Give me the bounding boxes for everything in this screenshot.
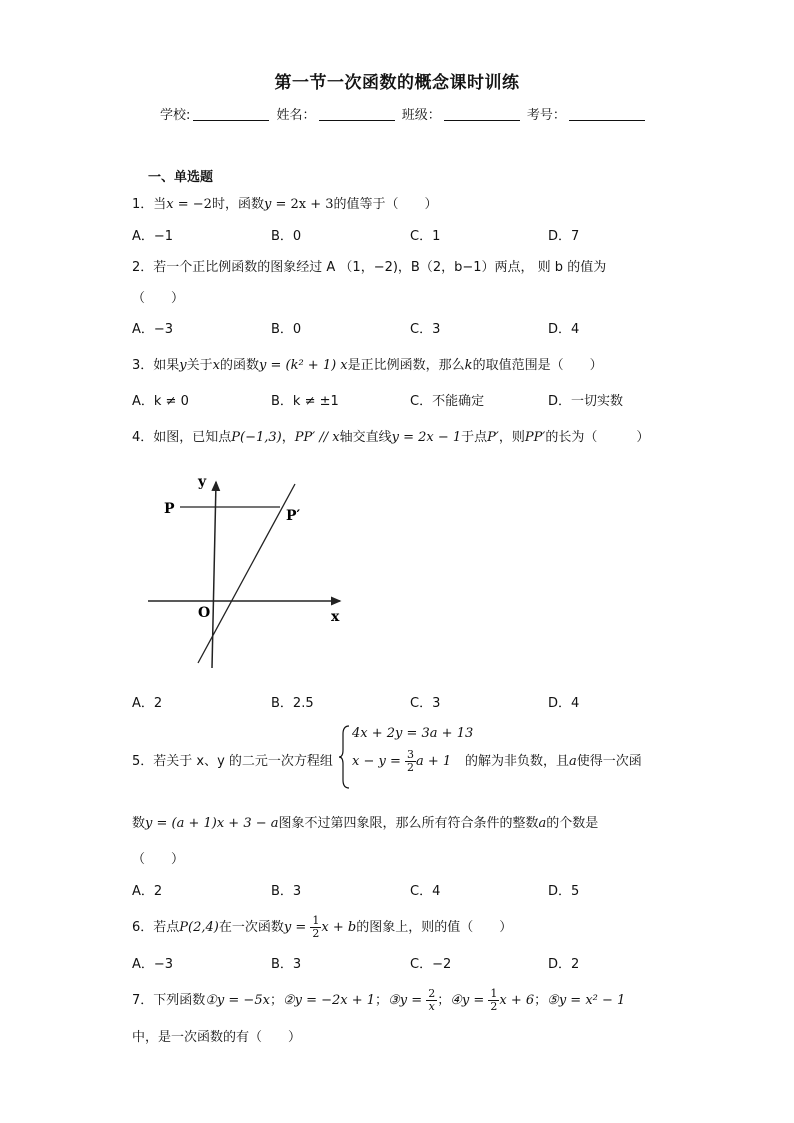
q4-option-b[interactable]: B．2.5: [271, 696, 314, 711]
q4-option-d[interactable]: D．4: [548, 696, 580, 711]
q5-option-d[interactable]: D．5: [548, 884, 580, 899]
q4-mid: 轴交直线: [339, 430, 392, 445]
q7-func-4-fraction: [488, 988, 499, 1013]
q1-mid: 时，函数: [211, 197, 264, 212]
q7-func-5: ⑤y = x² − 1: [547, 993, 626, 1008]
label-p-prime: P′: [286, 508, 301, 524]
q7-sep-4: ；: [534, 993, 548, 1008]
q7-pre: 7．下列函数: [132, 993, 206, 1008]
q5-option-c[interactable]: C．4: [410, 884, 441, 899]
q1-post: 的值等于（ ）: [333, 197, 438, 212]
question-2: 2．若一个正比例函数的图象经过 A （1，−2)，B（2，b−1）两点， 则 b 的值为: [132, 260, 607, 275]
q5-post2: 使得一次函: [576, 754, 642, 769]
eq2-fraction: [405, 749, 416, 774]
q6-option-b[interactable]: B．3: [271, 957, 302, 972]
q3-option-c[interactable]: C．不能确定: [410, 394, 485, 409]
q3-pre: 3．如果: [132, 358, 180, 373]
q7-f3-numerator: 2: [428, 987, 436, 1000]
q7-f3-denominator: x: [428, 1000, 435, 1013]
class-blank: [444, 108, 520, 121]
question-5-line2: [132, 812, 598, 831]
label-origin: O: [198, 605, 211, 621]
q1-option-a[interactable]: A．−1: [132, 229, 174, 244]
q4-line: y = 2x − 1: [391, 430, 462, 445]
q1-text: 1．当: [132, 197, 167, 212]
equation-brace: [338, 724, 352, 790]
q4-pprime: P′: [487, 430, 499, 445]
q4-point: P(−1,3): [231, 430, 282, 445]
q7-func-3-fraction: [426, 988, 437, 1013]
line-y-2x-1: [198, 484, 295, 663]
eq2-left: x − y =: [352, 754, 405, 769]
class-label: 班级：: [401, 108, 441, 123]
q6-point: P(2,4): [179, 920, 219, 935]
q4-pre: 4．如图，已知点: [132, 430, 232, 445]
student-info-line: [160, 104, 648, 123]
system-eq1: 4x + 2y = 3a + 13: [352, 726, 474, 741]
q1-option-b[interactable]: B．0: [271, 229, 302, 244]
question-1: [132, 193, 438, 212]
q4-mid2: 于点: [461, 430, 488, 445]
question-4: [132, 426, 649, 445]
question-5-tail: [465, 750, 642, 769]
q3-option-b[interactable]: B．k ≠ ±1: [271, 394, 339, 409]
eq2-denominator: 2: [407, 761, 414, 774]
q5-l2-post: 的个数是: [546, 816, 599, 831]
name-label: 姓名：: [276, 108, 316, 123]
q4-post: ，则: [498, 430, 525, 445]
number-label: 考号：: [526, 108, 566, 123]
q2-option-d[interactable]: D．4: [548, 322, 580, 337]
name-blank: [319, 108, 395, 121]
q7-sep-3: ；: [437, 993, 451, 1008]
question-2-line2: （ ）: [132, 291, 185, 306]
school-label: 学校:: [160, 108, 191, 123]
q5-l2-mid: 图象不过第四象限，那么所有符合条件的整数: [278, 816, 539, 831]
q3-option-d[interactable]: D．一切实数: [548, 394, 624, 409]
q5-post: 的解为非负数，且: [465, 754, 570, 769]
q6-option-a[interactable]: A．−3: [132, 957, 174, 972]
q7-func-4-tail: x + 6: [499, 993, 535, 1008]
q6-post: 的图象上，则的值（ ）: [356, 920, 513, 935]
q6-option-d[interactable]: D．2: [548, 957, 580, 972]
q5-a: a: [569, 754, 577, 769]
question-5: 5．若关于 x、y 的二元一次方程组: [132, 754, 333, 769]
q7-func-4: ④y =: [450, 993, 489, 1008]
number-blank: [569, 108, 645, 121]
question-5-line3: （ ）: [132, 852, 185, 867]
q3-about: 关于: [186, 358, 213, 373]
q4-pp: PP′: [524, 430, 546, 445]
section-heading: 一、单选题: [148, 170, 214, 185]
q3-y: y: [179, 358, 187, 373]
page-title: 第一节一次函数的概念课时训练: [274, 73, 520, 93]
q5-l2-a: a: [538, 816, 547, 831]
q7-func-2: ②y = −2x + 1: [282, 993, 376, 1008]
q3-k: k: [464, 358, 473, 373]
q7-func-1: ①y = −5x: [205, 993, 270, 1008]
q3-post2: 的取值范围是（ ）: [472, 358, 603, 373]
label-y: y: [198, 474, 207, 490]
q2-option-a[interactable]: A．−3: [132, 322, 174, 337]
q1-option-c[interactable]: C．1: [410, 229, 441, 244]
q6-expr-a: y =: [283, 920, 311, 935]
q3-option-a[interactable]: A．k ≠ 0: [132, 394, 189, 409]
q3-post1: 是正比例函数，那么: [347, 358, 465, 373]
q1-eq2: = 2x + 3: [271, 197, 334, 212]
q1-eq1: = −2: [173, 197, 212, 212]
system-eq2: [352, 749, 451, 774]
eq2-numerator: 3: [407, 748, 414, 761]
q1-option-d[interactable]: D．7: [548, 229, 580, 244]
q4-parallel: PP′ // x: [294, 430, 340, 445]
q2-option-c[interactable]: C．3: [410, 322, 441, 337]
q2-option-b[interactable]: B．0: [271, 322, 302, 337]
q5-l2-pre: 数: [132, 816, 146, 831]
school-blank: [193, 108, 269, 121]
question-7: [132, 988, 625, 1013]
q6-expr-b: x + b: [321, 920, 357, 935]
q5-option-a[interactable]: A．2: [132, 884, 163, 899]
y-axis: [212, 482, 216, 668]
q6-fraction: [310, 915, 321, 940]
q1-y: y: [263, 197, 272, 212]
q4-option-c[interactable]: C．3: [410, 696, 441, 711]
q6-denominator: 2: [312, 927, 320, 940]
q1-x: x: [166, 197, 174, 212]
question-7-line2: 中，是一次函数的有（ ）: [132, 1030, 302, 1045]
q6-option-c[interactable]: C．−2: [410, 957, 452, 972]
q4-post2: 的长为（ ）: [545, 430, 650, 445]
q7-f4-numerator: 1: [490, 987, 498, 1000]
question-3: [132, 354, 603, 373]
q6-mid: 在一次函数: [218, 920, 284, 935]
q3-expression: y = (k² + 1) x: [259, 358, 348, 373]
q7-func-3: ③y =: [388, 993, 427, 1008]
q6-numerator: 1: [312, 914, 320, 927]
q3-x: x: [212, 358, 220, 373]
q5-option-b[interactable]: B．3: [271, 884, 302, 899]
q5-l2-expression: y = (a + 1)x + 3 − a: [145, 816, 279, 831]
question-6: [132, 915, 512, 940]
q4-figure: [140, 470, 360, 675]
q4-sep: ，: [281, 430, 295, 445]
q4-option-a[interactable]: A．2: [132, 696, 163, 711]
label-x: x: [331, 609, 340, 625]
q3-func: 的函数: [220, 358, 260, 373]
label-p: P: [164, 501, 175, 517]
q7-sep-2: ；: [375, 993, 389, 1008]
q7-f4-denominator: 2: [490, 1000, 498, 1013]
q6-pre: 6．若点: [132, 920, 180, 935]
q7-sep-1: ；: [269, 993, 283, 1008]
eq2-right: a + 1: [416, 754, 452, 769]
